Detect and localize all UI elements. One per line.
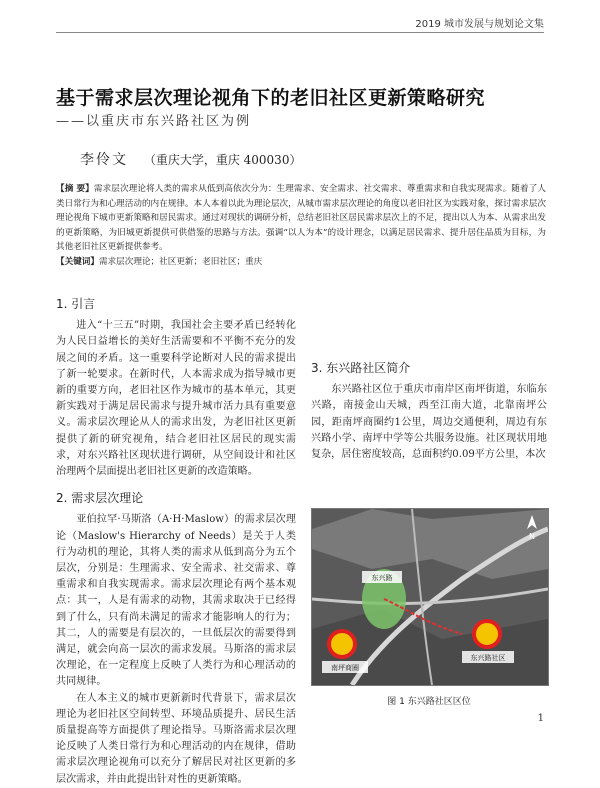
header-rule bbox=[56, 32, 544, 33]
paper-title: 基于需求层次理论视角下的老旧社区更新策略研究 bbox=[56, 87, 486, 109]
keywords-label: 【关键词】 bbox=[56, 256, 99, 267]
marker-right-label: 东兴路社区 bbox=[470, 654, 506, 662]
running-title: 2019 城市发展与规划论文集 bbox=[415, 19, 544, 30]
body-paragraph: 亚伯拉罕·马斯洛（A·H·Maslow）的需求层次理论（Maslow's Hierarchy of Needs）是关于人类行为动机的理论，其将人类的需求从低到高分为五个层次，分别是：生理需求、安全需求、社交需求、尊重需求和自我实现需求。需求层次理论有两个基本观点：其一，人是有需求的动物，其需求取决于已经得到了什么，只有尚未满足的需求才能影响人的行为；其二，人的需要是有层次的，一旦低层次的需要得到满足，就会向高一层次的需求发展。马斯洛的需求层次理论，在一定程度上反映了人类行为和心理活动的共同规律。 bbox=[56, 514, 296, 688]
figure-caption: 图 1 东兴路社区区位 bbox=[387, 697, 471, 707]
author-name: 李伶文 bbox=[80, 152, 128, 168]
abstract-label: 【摘 要】 bbox=[56, 184, 94, 194]
section-heading-introduction: 1. 引言 bbox=[56, 297, 96, 311]
page-header bbox=[0, 0, 600, 40]
body-paragraph: 进入“十三五”时期，我国社会主要矛盾已经转化为人民日益增长的美好生活需要和不平衡不充分的发展之间的矛盾。这一重要科学论断对人民的需求提出了新一轮要求。在新时代，人本需求成为指导城市更新的重要方向，老旧社区作为城市的基本单元，其更新实践对于满足居民需求与提升城市活力具有重要意义。需求层次理论从人的需求出发，为老旧社区更新提供了新的研究视角，结合老旧社区居民的现实需求，对东兴路社区现状进行调研，从空间设计和社区治理两个层面提出老旧社区更新的改造策略。 bbox=[56, 320, 296, 478]
center-label: 东兴路 bbox=[371, 574, 393, 582]
location-map-figure bbox=[311, 508, 549, 686]
body-paragraph: 在人本主义的城市更新新时代背景下，需求层次理论为老旧社区空间转型、环境品质提升、居民生活质量提高等方面提供了理论指导。马斯洛需求层次理论反映了人类日常行为和心理活动的内在规律，借助需求层次理论视角可以充分了解居民对社区更新的多层次需求，并由此提出针对性的更新策略。 bbox=[56, 692, 296, 785]
left-column bbox=[56, 290, 296, 788]
author-line bbox=[80, 149, 301, 169]
page-number: 1 bbox=[537, 713, 544, 724]
location-map bbox=[312, 509, 548, 685]
author-affiliation: （重庆大学，重庆 400030） bbox=[143, 153, 302, 167]
keywords-text: 需求层次理论；社区更新；老旧社区；重庆 bbox=[98, 256, 263, 267]
marker-left-label: 南坪商圈 bbox=[331, 664, 359, 672]
north-label: N bbox=[529, 532, 535, 541]
right-column bbox=[311, 290, 547, 463]
paper-subtitle: ——以重庆市东兴路社区为例 bbox=[56, 114, 252, 129]
body-paragraph: 东兴路社区位于重庆市南岸区南坪街道，东临东兴路，南接金山天城，西至江南大道，北靠南坪公园，距南坪商圈约1公里，周边交通便利，周边有东兴路小学、南坪中学等公共服务设施。社区现状用地复杂，居住密度较高，总面积约0.09平方公里，本次 bbox=[311, 384, 547, 461]
marker-right bbox=[474, 621, 500, 647]
section-heading-theory: 2. 需求层次理论 bbox=[56, 491, 144, 506]
section-heading-community: 3. 东兴路社区简介 bbox=[311, 361, 411, 375]
abstract-text: 需求层次理论将人类的需求从低到高依次分为：生理需求、安全需求、社交需求、尊重需求和自我实现需求。随着了人类日常行为和心理活动的内在规律。本人本着以此为理论层次，从城市需求层次理论的角度以老旧社区为实践对象，探讨需求层次理论视角下城市更新策略和居民需求。通过对现状的调研分析，总结老旧社区居民需求层次上的不足，提出以人为本、从需求出发的更新策略，为旧城更新提供可供借鉴的思路与方法。强调“以人为本”的设计理念，以满足居民需求、提升居住品质为目标，为其他老旧社区更新提供参考。 bbox=[56, 184, 546, 253]
abstract-block bbox=[56, 182, 546, 270]
marker-left bbox=[329, 631, 355, 657]
